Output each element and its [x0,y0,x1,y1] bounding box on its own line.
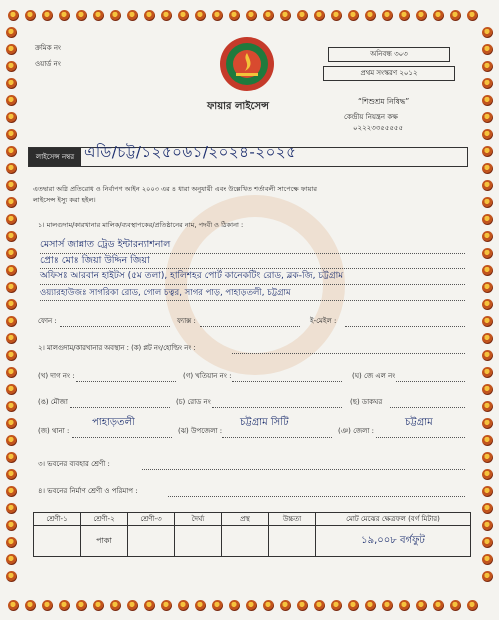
border-dot [6,554,17,565]
control-room-label: কেন্দ্রীয় নিয়ন্ত্রন কক্ষ [344,113,398,121]
border-dot [8,600,19,611]
border-dot [382,10,393,21]
dag-label: (খ) দাগ নং : [38,372,75,380]
border-dot [482,452,493,463]
dotted-line [60,326,170,327]
border-dot [482,367,493,378]
border-dot [6,520,17,531]
border-dot [6,299,17,310]
border-dot [6,78,17,89]
table-header-cell: উচ্চতা [269,513,316,526]
border-dot [246,600,257,611]
thana-label: (জ) থানা : [38,427,70,435]
border-dot [144,10,155,21]
border-dot [6,214,17,225]
table-cell [222,526,269,557]
border-dot [6,469,17,480]
border-dot [482,401,493,412]
border-dot [6,265,17,276]
table-cell [128,526,175,557]
border-dot [6,180,17,191]
border-dot [59,10,70,21]
border-dot [331,600,342,611]
border-dot [482,435,493,446]
dotted-line [40,284,465,285]
border-dot [6,571,17,582]
page-title: ফায়ার লাইসেন্স [207,101,270,112]
license-number-value: এডি/চট্ট/১২৫০৬১/২০২৪-২০২৫ [84,143,297,161]
border-dot [365,10,376,21]
border-dot [6,333,17,344]
section-4-label: ৪। ভবনের নির্মাণ শ্রেণী ও পরিমাপ : [38,487,138,495]
border-dot [482,265,493,276]
dotted-line [232,381,342,382]
border-dot [6,112,17,123]
dotted-line [222,437,332,438]
border-dot [6,350,17,361]
upazila-value: চট্টগ্রাম সিটি [240,417,289,428]
border-dot [482,248,493,259]
border-dot [6,146,17,157]
border-dot [467,10,478,21]
border-dot [212,600,223,611]
border-dot [331,10,342,21]
section-3-label: ৩। ভবনের ব্যবহার শ্রেণী : [38,460,110,468]
border-dot [6,129,17,140]
border-dot [59,600,70,611]
jl-label: (ঘ) জে এল নং [352,372,396,380]
border-dot [195,10,206,21]
table-header-cell: প্রস্থ [222,513,269,526]
dotted-line [168,496,465,497]
border-dot [482,214,493,225]
border-dot [482,112,493,123]
border-dot [399,600,410,611]
border-dot [161,600,172,611]
border-dot [144,600,155,611]
border-dot [482,197,493,208]
border-dot [93,600,104,611]
intro-line-2: লাইসেন্স ইস্যু করা হইল। [33,196,96,204]
border-dot [76,600,87,611]
border-dot [6,384,17,395]
border-dot [482,78,493,89]
border-dot [6,44,17,55]
border-dot [6,61,17,72]
border-dot [42,10,53,21]
dotted-line [396,381,465,382]
construction-table [33,512,471,557]
border-dot [263,600,274,611]
upazila-label: (ঝ) উপজেলা : [178,427,223,435]
dotted-line [70,407,170,408]
border-dot [6,27,17,38]
district-label: (ঞ) জেলা : [338,427,375,435]
phone-label: ফোন : [38,317,57,325]
border-dot [6,537,17,548]
district-value: চট্টগ্রাম [405,417,433,428]
border-dot [6,503,17,514]
license-number-label: লাইসেন্স নম্বর [29,148,81,166]
dotted-line [40,300,465,301]
border-dot [365,600,376,611]
border-dot [263,10,274,21]
border-dot [246,10,257,21]
dotted-line [142,469,465,470]
table-cell [175,526,222,557]
border-dot [127,10,138,21]
border-dot [482,231,493,242]
border-dot [110,10,121,21]
border-dot [399,10,410,21]
border-dot [482,146,493,157]
post-label: (ছ) ডাকঘর [350,398,383,406]
dotted-line [40,253,465,254]
border-dot [482,299,493,310]
control-room-phone: ০২২২৩৩৫৫৫৫৫ [353,124,404,132]
border-dot [482,27,493,38]
dotted-line [232,353,465,354]
border-dot [161,10,172,21]
intro-line-1: এতদ্বারা অগ্নি প্রতিরোধ ও নির্বাপণ আইন ২০০৩ এর ৪ ধারা অনুযায়ী এবং উল্লেখিত শর্তাবলী সাপেক্ষে ফায়ার [33,185,318,193]
border-dot [280,600,291,611]
table-header-cell: শ্রেণী-১ [34,513,81,526]
border-dot [229,10,240,21]
dotted-line [390,407,465,408]
border-dot [482,554,493,565]
border-dot [110,600,121,611]
border-dot [433,10,444,21]
border-dot [482,384,493,395]
serial-label: ক্রমিক নং [35,44,62,52]
border-dot [212,10,223,21]
dotted-line [212,407,342,408]
section-1-label: ১। মালগুদাম/কারখানার মালিক/ব্যবস্থাপকের/প্রতিষ্ঠানের নাম, পদবী ও ঠিকানা : [38,221,244,229]
border-dot [6,367,17,378]
border-dot [76,10,87,21]
border-dot [6,435,17,446]
border-dot [6,248,17,259]
border-dot [280,10,291,21]
table-header-cell: শ্রেণী-২ [81,513,128,526]
table-header-cell: মোট মেঝের ক্ষেত্রফল (বর্গ মিটার) [316,513,471,526]
dotted-line [76,381,176,382]
border-dot [25,600,36,611]
table-cell [34,526,81,557]
border-dot [482,61,493,72]
border-dot [482,129,493,140]
border-dot [482,537,493,548]
edition-box: প্রথম সংস্করণ ২০১২ [323,66,455,81]
border-dot [482,486,493,497]
border-dot [482,571,493,582]
border-dot [314,10,325,21]
khatian-label: (গ) খতিয়ান নং : [183,372,232,380]
dotted-line [72,437,172,438]
border-dot [348,600,359,611]
table-cell [269,526,316,557]
border-dot [482,350,493,361]
border-dot [25,10,36,21]
form-number-box: অনিবন্ধ ৩০৩ [328,47,450,62]
border-dot [482,282,493,293]
road-label: (চ) রোড নং [176,398,211,406]
border-dot [482,503,493,514]
border-dot [450,10,461,21]
border-dot [382,600,393,611]
border-dot [6,163,17,174]
border-dot [482,316,493,327]
border-dot [6,452,17,463]
email-label: ই-মেইল : [310,317,337,325]
dotted-line [345,326,465,327]
warehouse-address: ওয়্যারহাউজঃ সাগরিকা রোড, গোল চত্বর, সাগর পাড়, পাহাড়তলী, চট্টগ্রাম [40,288,291,298]
table-row [34,526,471,557]
border-dot [6,95,17,106]
border-dot [178,10,189,21]
table-header-cell: দৈর্ঘ্য [175,513,222,526]
border-dot [127,600,138,611]
border-dot [6,401,17,412]
border-dot [450,600,461,611]
border-dot [482,469,493,480]
thana-value: পাহাড়তলী [92,417,135,428]
border-dot [178,600,189,611]
office-address: অফিসঃ আরবান হাইটস (৫ম তলা), হালিশহর পোর্ট কানেকটিং রোড, ব্লক-জি, চট্টগ্রাম [40,271,344,281]
table-cell: পাকা [81,526,128,557]
border-dot [195,600,206,611]
border-dot [482,95,493,106]
border-dot [482,520,493,531]
border-dot [6,316,17,327]
table-header-cell: শ্রেণী-৩ [128,513,175,526]
border-dot [6,282,17,293]
border-dot [482,333,493,344]
border-dot [6,231,17,242]
border-dot [8,10,19,21]
proprietor-name: প্রোঃ মোঃ জিয়া উদ্দিন জিয়া [40,255,150,266]
border-dot [6,486,17,497]
border-dot [467,600,478,611]
border-dot [416,600,427,611]
border-dot [482,163,493,174]
ward-label: ওয়ার্ড নং [35,60,61,68]
dotted-line [200,326,300,327]
owner-name: মেসার্স জান্নাত ট্রেড ইন্টারন্যাশনাল [40,239,171,250]
border-dot [416,10,427,21]
floor-area-value: ১৯,০০৮ বর্গফুট [316,526,471,557]
table-header-row [34,513,471,526]
border-dot [297,600,308,611]
border-dot [482,44,493,55]
border-dot [93,10,104,21]
border-dot [42,600,53,611]
border-dot [6,418,17,429]
fax-label: ফ্যাক্স : [177,317,196,325]
border-dot [229,600,240,611]
section-2-label: ২। মালগুদাম/কারখানার অবস্থান : (ক) প্লট নং/হোল্ডিং নং : [38,344,196,352]
border-dot [6,197,17,208]
border-dot [482,418,493,429]
border-dot [348,10,359,21]
border-dot [433,600,444,611]
mouza-label: (ঙ) মৌজা [38,398,68,406]
border-dot [297,10,308,21]
dotted-line [40,268,465,269]
border-dot [314,600,325,611]
dotted-line [376,437,465,438]
border-dot [482,180,493,191]
fire-service-logo [218,33,276,95]
child-labour-notice: “শিশুশ্রম নিষিদ্ধ” [358,97,410,106]
